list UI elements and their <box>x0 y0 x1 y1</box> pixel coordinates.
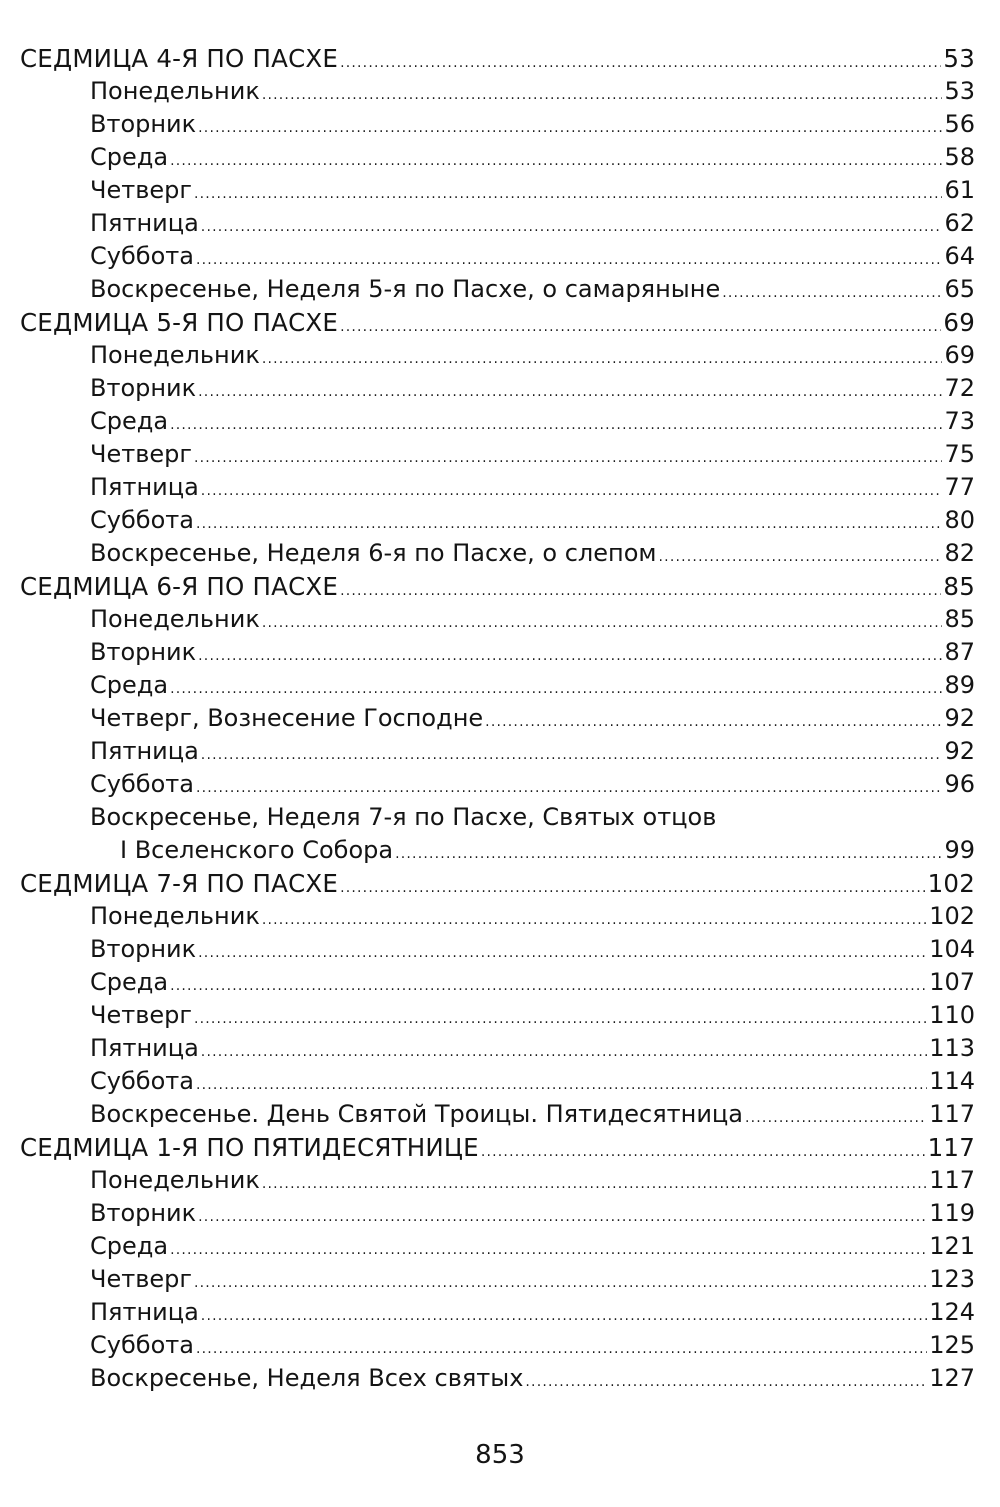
toc-section-heading <box>20 570 975 603</box>
toc-entry-title: Пятница <box>90 1034 199 1062</box>
toc-entry-page: 99 <box>944 836 975 864</box>
toc-entry-page: 72 <box>944 374 975 402</box>
toc-entry-title: СЕДМИЦА 5-Я ПО ПАСХЕ <box>20 308 339 337</box>
toc-entry-title: Понедельник <box>90 902 260 930</box>
toc-entry <box>20 900 975 933</box>
dot-leader <box>170 145 942 178</box>
toc-entry <box>20 273 975 306</box>
toc-entry-page: 107 <box>929 968 975 996</box>
toc-entry <box>20 1329 975 1362</box>
toc-entry-page: 117 <box>929 1100 975 1128</box>
dot-leader <box>201 1300 927 1333</box>
toc-entry-title: Суббота <box>90 1067 194 1095</box>
toc-entry-page: 114 <box>929 1067 975 1095</box>
toc-entry <box>20 75 975 108</box>
dot-leader <box>262 1168 927 1201</box>
dot-leader <box>198 1201 927 1234</box>
toc-entry-page: 123 <box>929 1265 975 1293</box>
dot-leader <box>395 838 942 871</box>
dot-leader <box>198 937 927 970</box>
toc-entry-page: 124 <box>929 1298 975 1326</box>
toc-entry-title: Четверг <box>90 1265 192 1293</box>
toc-entry-title: Суббота <box>90 1331 194 1359</box>
toc-entry-title: Вторник <box>90 374 197 402</box>
toc-entry <box>20 801 975 834</box>
toc-entry-page: 82 <box>944 539 975 567</box>
toc-entry <box>20 834 975 867</box>
toc-entry <box>20 735 975 768</box>
toc-entry <box>20 1065 975 1098</box>
toc-entry <box>20 1362 975 1395</box>
toc-entry-title: Понедельник <box>90 77 260 105</box>
toc-entry-title: Четверг <box>90 1001 192 1029</box>
toc-entry <box>20 1098 975 1131</box>
toc-entry-title: СЕДМИЦА 4-Я ПО ПАСХЕ <box>20 44 339 73</box>
toc-entry-page: 73 <box>944 407 975 435</box>
toc-entry-title: Среда <box>90 143 169 171</box>
toc-entry-page: 92 <box>944 704 975 732</box>
page-number-folio: 853 <box>475 1440 525 1470</box>
toc-entry-title: СЕДМИЦА 7-Я ПО ПАСХЕ <box>20 869 339 898</box>
toc-entry-title: Среда <box>90 671 169 699</box>
dot-leader <box>262 343 943 376</box>
toc-entry-title: Четверг <box>90 440 192 468</box>
dot-leader <box>262 607 943 640</box>
toc-entry-page: 117 <box>927 1133 975 1162</box>
dot-leader <box>170 1234 927 1267</box>
toc-entry-title: Вторник <box>90 1199 197 1227</box>
toc-entry-title: Вторник <box>90 110 197 138</box>
toc-entry-page: 96 <box>944 770 975 798</box>
toc-entry <box>20 405 975 438</box>
toc-entry <box>20 141 975 174</box>
toc-entry-title: Пятница <box>90 1298 199 1326</box>
toc-entry-title: Воскресенье. День Святой Троицы. Пятидесятница <box>90 1100 743 1128</box>
toc-entry-page: 61 <box>944 176 975 204</box>
toc-entry-page: 53 <box>944 77 975 105</box>
dot-leader <box>340 47 941 80</box>
toc-entry-page: 117 <box>929 1166 975 1194</box>
toc-entry-page: 56 <box>944 110 975 138</box>
dot-leader <box>340 872 926 905</box>
dot-leader <box>340 575 941 608</box>
toc-entry <box>20 174 975 207</box>
toc-entry-page: 121 <box>929 1232 975 1260</box>
toc-entry <box>20 372 975 405</box>
toc-entry <box>20 108 975 141</box>
dot-leader <box>198 376 942 409</box>
toc-entry-page: 80 <box>944 506 975 534</box>
toc-entry <box>20 669 975 702</box>
toc-entry <box>20 702 975 735</box>
toc-entry-page: 62 <box>944 209 975 237</box>
dot-leader <box>170 409 942 442</box>
toc-entry-title: Четверг <box>90 176 192 204</box>
dot-leader <box>194 178 943 211</box>
dot-leader <box>194 1267 927 1300</box>
dot-leader <box>198 640 942 673</box>
toc-entry-page: 89 <box>944 671 975 699</box>
dot-leader <box>722 277 942 310</box>
toc-entry-page: 102 <box>929 902 975 930</box>
toc-entry <box>20 339 975 372</box>
dot-leader <box>659 541 943 574</box>
toc-entry-page: 127 <box>929 1364 975 1392</box>
toc-entry-page: 102 <box>927 869 975 898</box>
toc-entry <box>20 1032 975 1065</box>
toc-entry <box>20 1230 975 1263</box>
dot-leader <box>481 1136 926 1169</box>
toc-entry-page: 104 <box>929 935 975 963</box>
toc-entry-title: Понедельник <box>90 605 260 633</box>
toc-entry <box>20 537 975 570</box>
toc-entry-title: Пятница <box>90 473 199 501</box>
toc-entry-title: Суббота <box>90 506 194 534</box>
toc-entry <box>20 603 975 636</box>
toc-entry-page: 85 <box>943 572 975 601</box>
toc-section-heading <box>20 42 975 75</box>
dot-leader <box>194 1003 927 1036</box>
dot-leader <box>170 970 927 1003</box>
toc-entry <box>20 207 975 240</box>
toc-entry-title: Четверг, Вознесение Господне <box>90 704 484 732</box>
toc-entry-page: 69 <box>944 341 975 369</box>
dot-leader <box>201 475 943 508</box>
toc-entry-page: 53 <box>943 44 975 73</box>
toc-section-heading <box>20 867 975 900</box>
dot-leader <box>340 311 941 344</box>
toc-entry-title: Воскресенье, Неделя 6-я по Пасхе, о слепом <box>90 539 657 567</box>
toc-entry-title: СЕДМИЦА 6-Я ПО ПАСХЕ <box>20 572 339 601</box>
toc-entry-title: Понедельник <box>90 341 260 369</box>
toc-entry-title: Суббота <box>90 242 194 270</box>
toc-entry-title: Среда <box>90 968 169 996</box>
toc-entry <box>20 1263 975 1296</box>
toc-section-heading <box>20 1131 975 1164</box>
toc-entry <box>20 1197 975 1230</box>
toc-entry <box>20 999 975 1032</box>
toc-entry <box>20 240 975 273</box>
toc-entry <box>20 471 975 504</box>
toc-entry-title: Воскресенье, Неделя 5-я по Пасхе, о самаряныне <box>90 275 721 303</box>
dot-leader <box>198 112 942 145</box>
toc-entry <box>20 1296 975 1329</box>
toc-entry <box>20 768 975 801</box>
toc-entry-title: Суббота <box>90 770 194 798</box>
toc-entry <box>20 504 975 537</box>
toc-entry-page: 119 <box>929 1199 975 1227</box>
toc-entry-page: 65 <box>944 275 975 303</box>
toc-entry-page: 125 <box>929 1331 975 1359</box>
toc-entry-page: 113 <box>929 1034 975 1062</box>
toc-entry-title: Пятница <box>90 209 199 237</box>
toc-entry-title: Воскресенье, Неделя 7-я по Пасхе, Святых отцов <box>90 803 717 831</box>
toc-entry-page: 87 <box>944 638 975 666</box>
toc-section-heading <box>20 306 975 339</box>
table-of-contents <box>20 42 975 1395</box>
toc-entry-page: 85 <box>944 605 975 633</box>
toc-entry-title: I Вселенского Собора <box>120 836 394 864</box>
toc-entry-page: 75 <box>944 440 975 468</box>
dot-leader <box>485 706 942 739</box>
toc-entry-page: 58 <box>944 143 975 171</box>
toc-entry-title: Среда <box>90 407 169 435</box>
toc-entry-title: Воскресенье, Неделя Всех святых <box>90 1364 524 1392</box>
toc-entry <box>20 933 975 966</box>
dot-leader <box>525 1366 927 1399</box>
toc-entry-page: 77 <box>944 473 975 501</box>
toc-entry-page: 110 <box>929 1001 975 1029</box>
toc-entry-title: Вторник <box>90 638 197 666</box>
toc-entry <box>20 636 975 669</box>
dot-leader <box>201 211 943 244</box>
toc-entry-title: Вторник <box>90 935 197 963</box>
dot-leader <box>262 79 943 112</box>
toc-entry-title: СЕДМИЦА 1-Я ПО ПЯТИДЕСЯТНИЦЕ <box>20 1133 479 1162</box>
dot-leader <box>194 442 943 475</box>
toc-entry-title: Понедельник <box>90 1166 260 1194</box>
toc-entry-page: 92 <box>944 737 975 765</box>
dot-leader <box>201 1036 927 1069</box>
toc-entry-page: 64 <box>944 242 975 270</box>
toc-entry <box>20 1164 975 1197</box>
toc-entry-title: Пятница <box>90 737 199 765</box>
toc-entry-page: 69 <box>943 308 975 337</box>
dot-leader <box>745 1102 927 1135</box>
dot-leader <box>201 739 943 772</box>
toc-entry-title: Среда <box>90 1232 169 1260</box>
toc-entry <box>20 438 975 471</box>
dot-leader <box>262 904 927 937</box>
toc-entry <box>20 966 975 999</box>
